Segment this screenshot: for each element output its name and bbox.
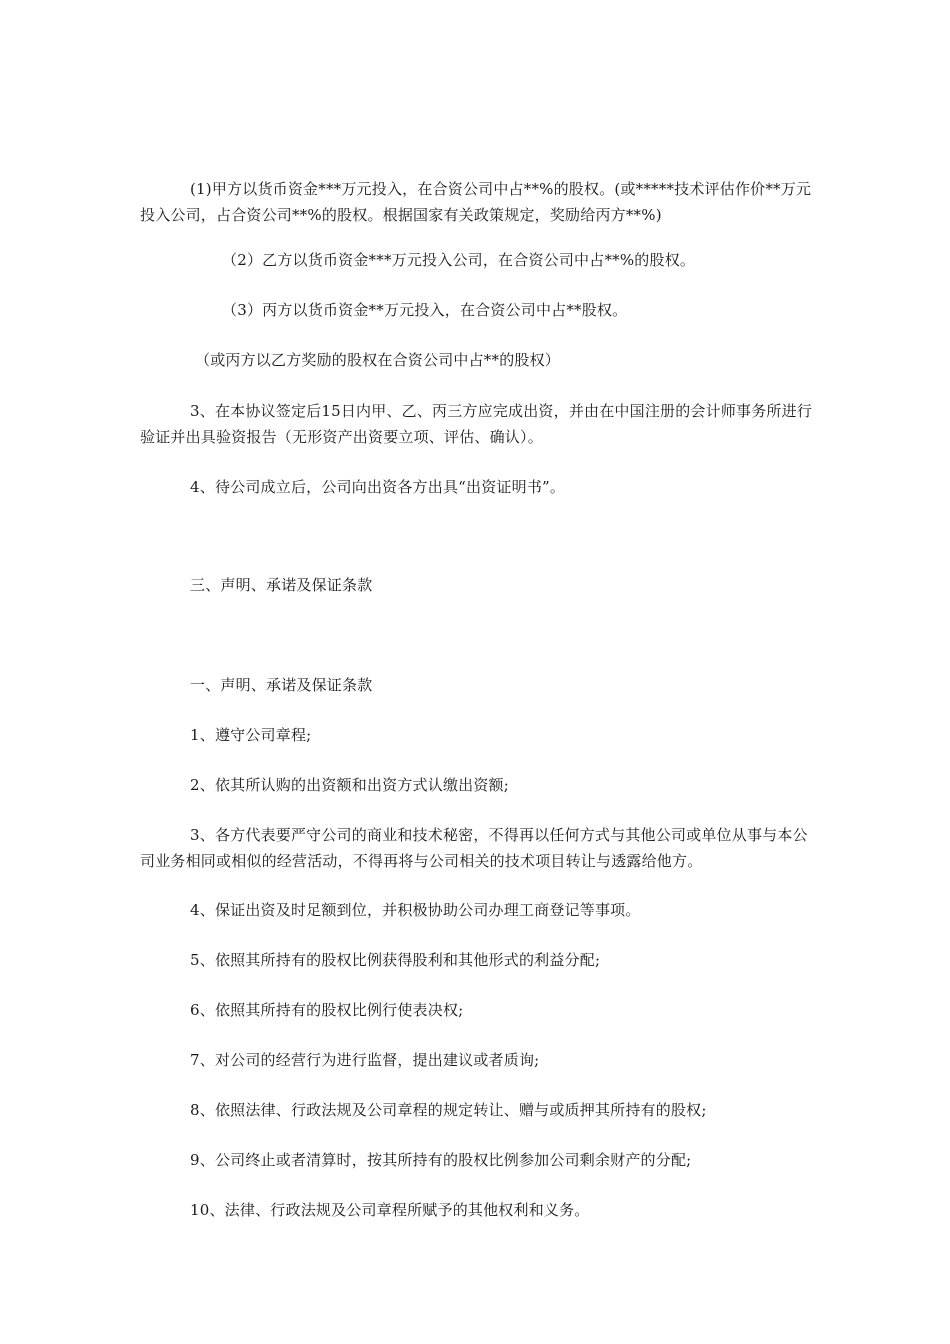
paragraph-alt-party-c: （或丙方以乙方奖励的股权在合资公司中占**的股权） xyxy=(195,351,561,369)
paragraph-item-3-verification: 3、在本协议签定后15日内甲、乙、丙三方应完成出资，并由在中国注册的会计师事务所进行验证并出具验资报告（无形资产出资要立项、评估、确认）。 xyxy=(140,402,813,446)
paragraph-item-4-certificate: 4、待公司成立后，公司向出资各方出具“出资证明书”。 xyxy=(190,478,566,496)
paragraph-capital-party-b: （2）乙方以货币资金***万元投入公司，在合资公司中占**%的股权。 xyxy=(222,251,696,269)
clause-7: 7、对公司的经营行为进行监督，提出建议或者质询; xyxy=(190,1051,540,1069)
clause-3: 3、各方代表要严守公司的商业和技术秘密，不得再以任何方式与其他公司或单位从事与本公司业务相同或相似的经营活动，不得再将与公司相关的技术项目转让与透露给他方。 xyxy=(140,826,808,870)
clause-10: 10、法律、行政法规及公司章程所赋予的其他权利和义务。 xyxy=(190,1201,590,1219)
clause-5: 5、依照其所持有的股权比例获得股利和其他形式的利益分配; xyxy=(190,951,601,969)
clause-6: 6、依照其所持有的股权比例行使表决权; xyxy=(190,1001,464,1019)
clause-9: 9、公司终止或者清算时，按其所持有的股权比例参加公司剩余财产的分配; xyxy=(190,1151,692,1169)
clause-2: 2、依其所认购的出资额和出资方式认缴出资额; xyxy=(190,776,509,794)
clause-4: 4、保证出资及时足额到位，并积极协助公司办理工商登记等事项。 xyxy=(190,901,641,919)
clause-8: 8、依照法律、行政法规及公司章程的规定转让、赠与或质押其所持有的股权; xyxy=(190,1101,707,1119)
section-heading-1: 一、声明、承诺及保证条款 xyxy=(190,676,373,694)
clause-1: 1、遵守公司章程; xyxy=(190,726,312,744)
paragraph-capital-party-c: （3）丙方以货币资金**万元投入，在合资公司中占**股权。 xyxy=(222,301,628,319)
paragraph-capital-party-a: (1)甲方以货币资金***万元投入，在合资公司中占**%的股权。(或*****技术评估作价**万元投入公司，占合资公司**%的股权。根据国家有关政策规定，奖励给丙方**%) xyxy=(140,180,812,224)
section-heading-3: 三、声明、承诺及保证条款 xyxy=(190,576,373,594)
